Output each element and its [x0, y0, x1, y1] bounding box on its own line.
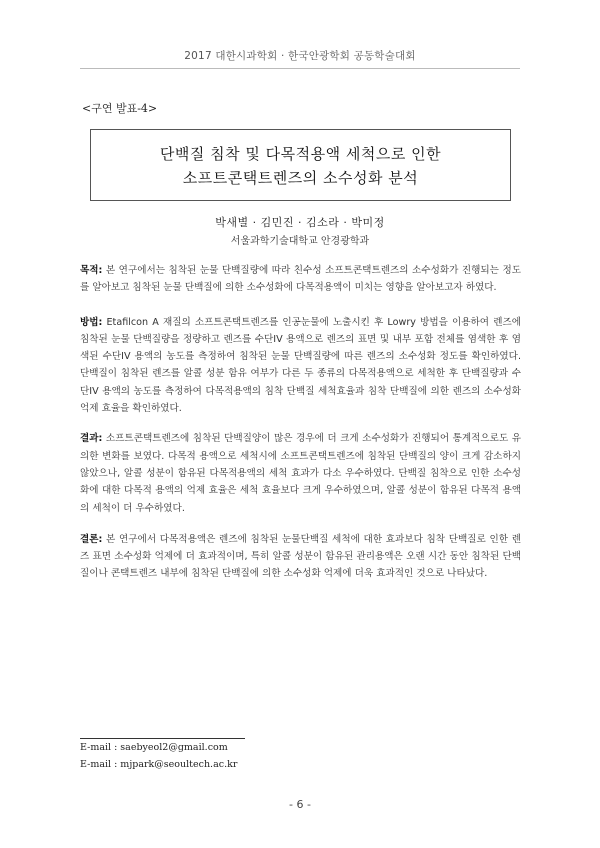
author-list: 박새별 · 김민진 · 김소라 · 박미정: [215, 216, 385, 229]
section-purpose: [80, 262, 521, 297]
section-label: 방법:: [80, 316, 103, 328]
session-label: <구연 발표-4>: [82, 102, 158, 115]
title-line-1: 단백질 침착 및 다목적용액 세척으로 인한: [159, 145, 442, 163]
title-box: [90, 129, 511, 201]
page-number: - 6 -: [289, 798, 311, 811]
section-text: 소프트콘택트렌즈에 침착된 단백질양이 많은 경우에 더 크게 소수성화가 진행되어 통계적으로도 유의한 변화를 보였다. 다목적 용액으로 세척시에 소프트콘택트렌즈에 침착된 단백질의 양이 크게 감소하지 않았으나, 알콜 성분이 함유된 다목적용액의 세척 효과가 다소 우수하였다. 단백질 침착으로 인한 소수성화에 대한 다목적 용액의 억제 효율은 세척 효율보다 크게 우수하였으며, 알콜 성분이 함유된 다목적 용액의 세척이 더 우수하였다.: [80, 433, 521, 514]
footnote-divider: [80, 738, 245, 739]
section-label: 목적:: [80, 265, 103, 276]
section-text: Etafilcon A 재질의 소프트콘택트렌즈를 인공눈물에 노출시킨 후 Lowry 방법을 이용하여 렌즈에 침착된 눈물 단백질량을 정량하고 렌즈를 수단IV 용액으로 렌즈의 표면 및 내부 포함 전체를 염색한 후 염색된 수단IV 용액의 농도를 측정하여 침착된 눈물 단백질량에 따른 렌즈의 소수성화 정도를 확인하였다. 단백질이 침착된 렌즈를 알콜 성분 함유 여부가 다른 두 종류의 다목적용액으로 세척한 후 단백질량과 수단IV 용액의 농도를 측정하여 다목적용액의 침착 단백질 세척효율과 침착 단백질에 의한 렌즈의 소수성화 억제 효율을 확인하였다.: [80, 316, 521, 415]
section-results: [80, 430, 521, 516]
affiliation: 서울과학기술대학교 안경광학과: [230, 236, 370, 247]
section-methods: [80, 314, 521, 418]
email-line: E-mail : mjpark@seoultech.ac.kr: [80, 759, 238, 770]
abstract-body: [80, 262, 521, 600]
title-line-2: 소프트콘택트렌즈의 소수성화 분석: [182, 169, 419, 187]
header-divider: [80, 68, 520, 69]
section-text: 본 연구에서는 침착된 눈물 단백질량에 따라 친수성 소프트콘택트렌즈의 소수성화가 진행되는 정도를 알아보고 침착된 눈물 단백질에 의한 소수성화에 다목적용액이 미치는 영향을 알아보고자 하였다.: [80, 265, 521, 294]
section-label: 결과:: [80, 433, 103, 445]
section-text: 본 연구에서 다목적용액은 렌즈에 침착된 눈물단백질 세척에 대한 효과보다 침착 단백질로 인한 렌즈 표면 소수성화 억제에 더 효과적이며, 특히 알콜 성분이 함유된 관리용액은 오랜 시간 동안 침착된 단백질이나 콘택트렌즈 내부에 침착된 단백질에 의한 소수성화 억제에 더욱 효과적인 것으로 나타났다.: [80, 533, 521, 580]
conference-header: 2017 대한시과학회 · 한국안광학회 공동학술대회: [184, 50, 416, 62]
section-conclusion: [80, 531, 521, 583]
email-line: E-mail : saebyeol2@gmail.com: [80, 742, 228, 753]
section-label: 결론:: [80, 533, 103, 545]
